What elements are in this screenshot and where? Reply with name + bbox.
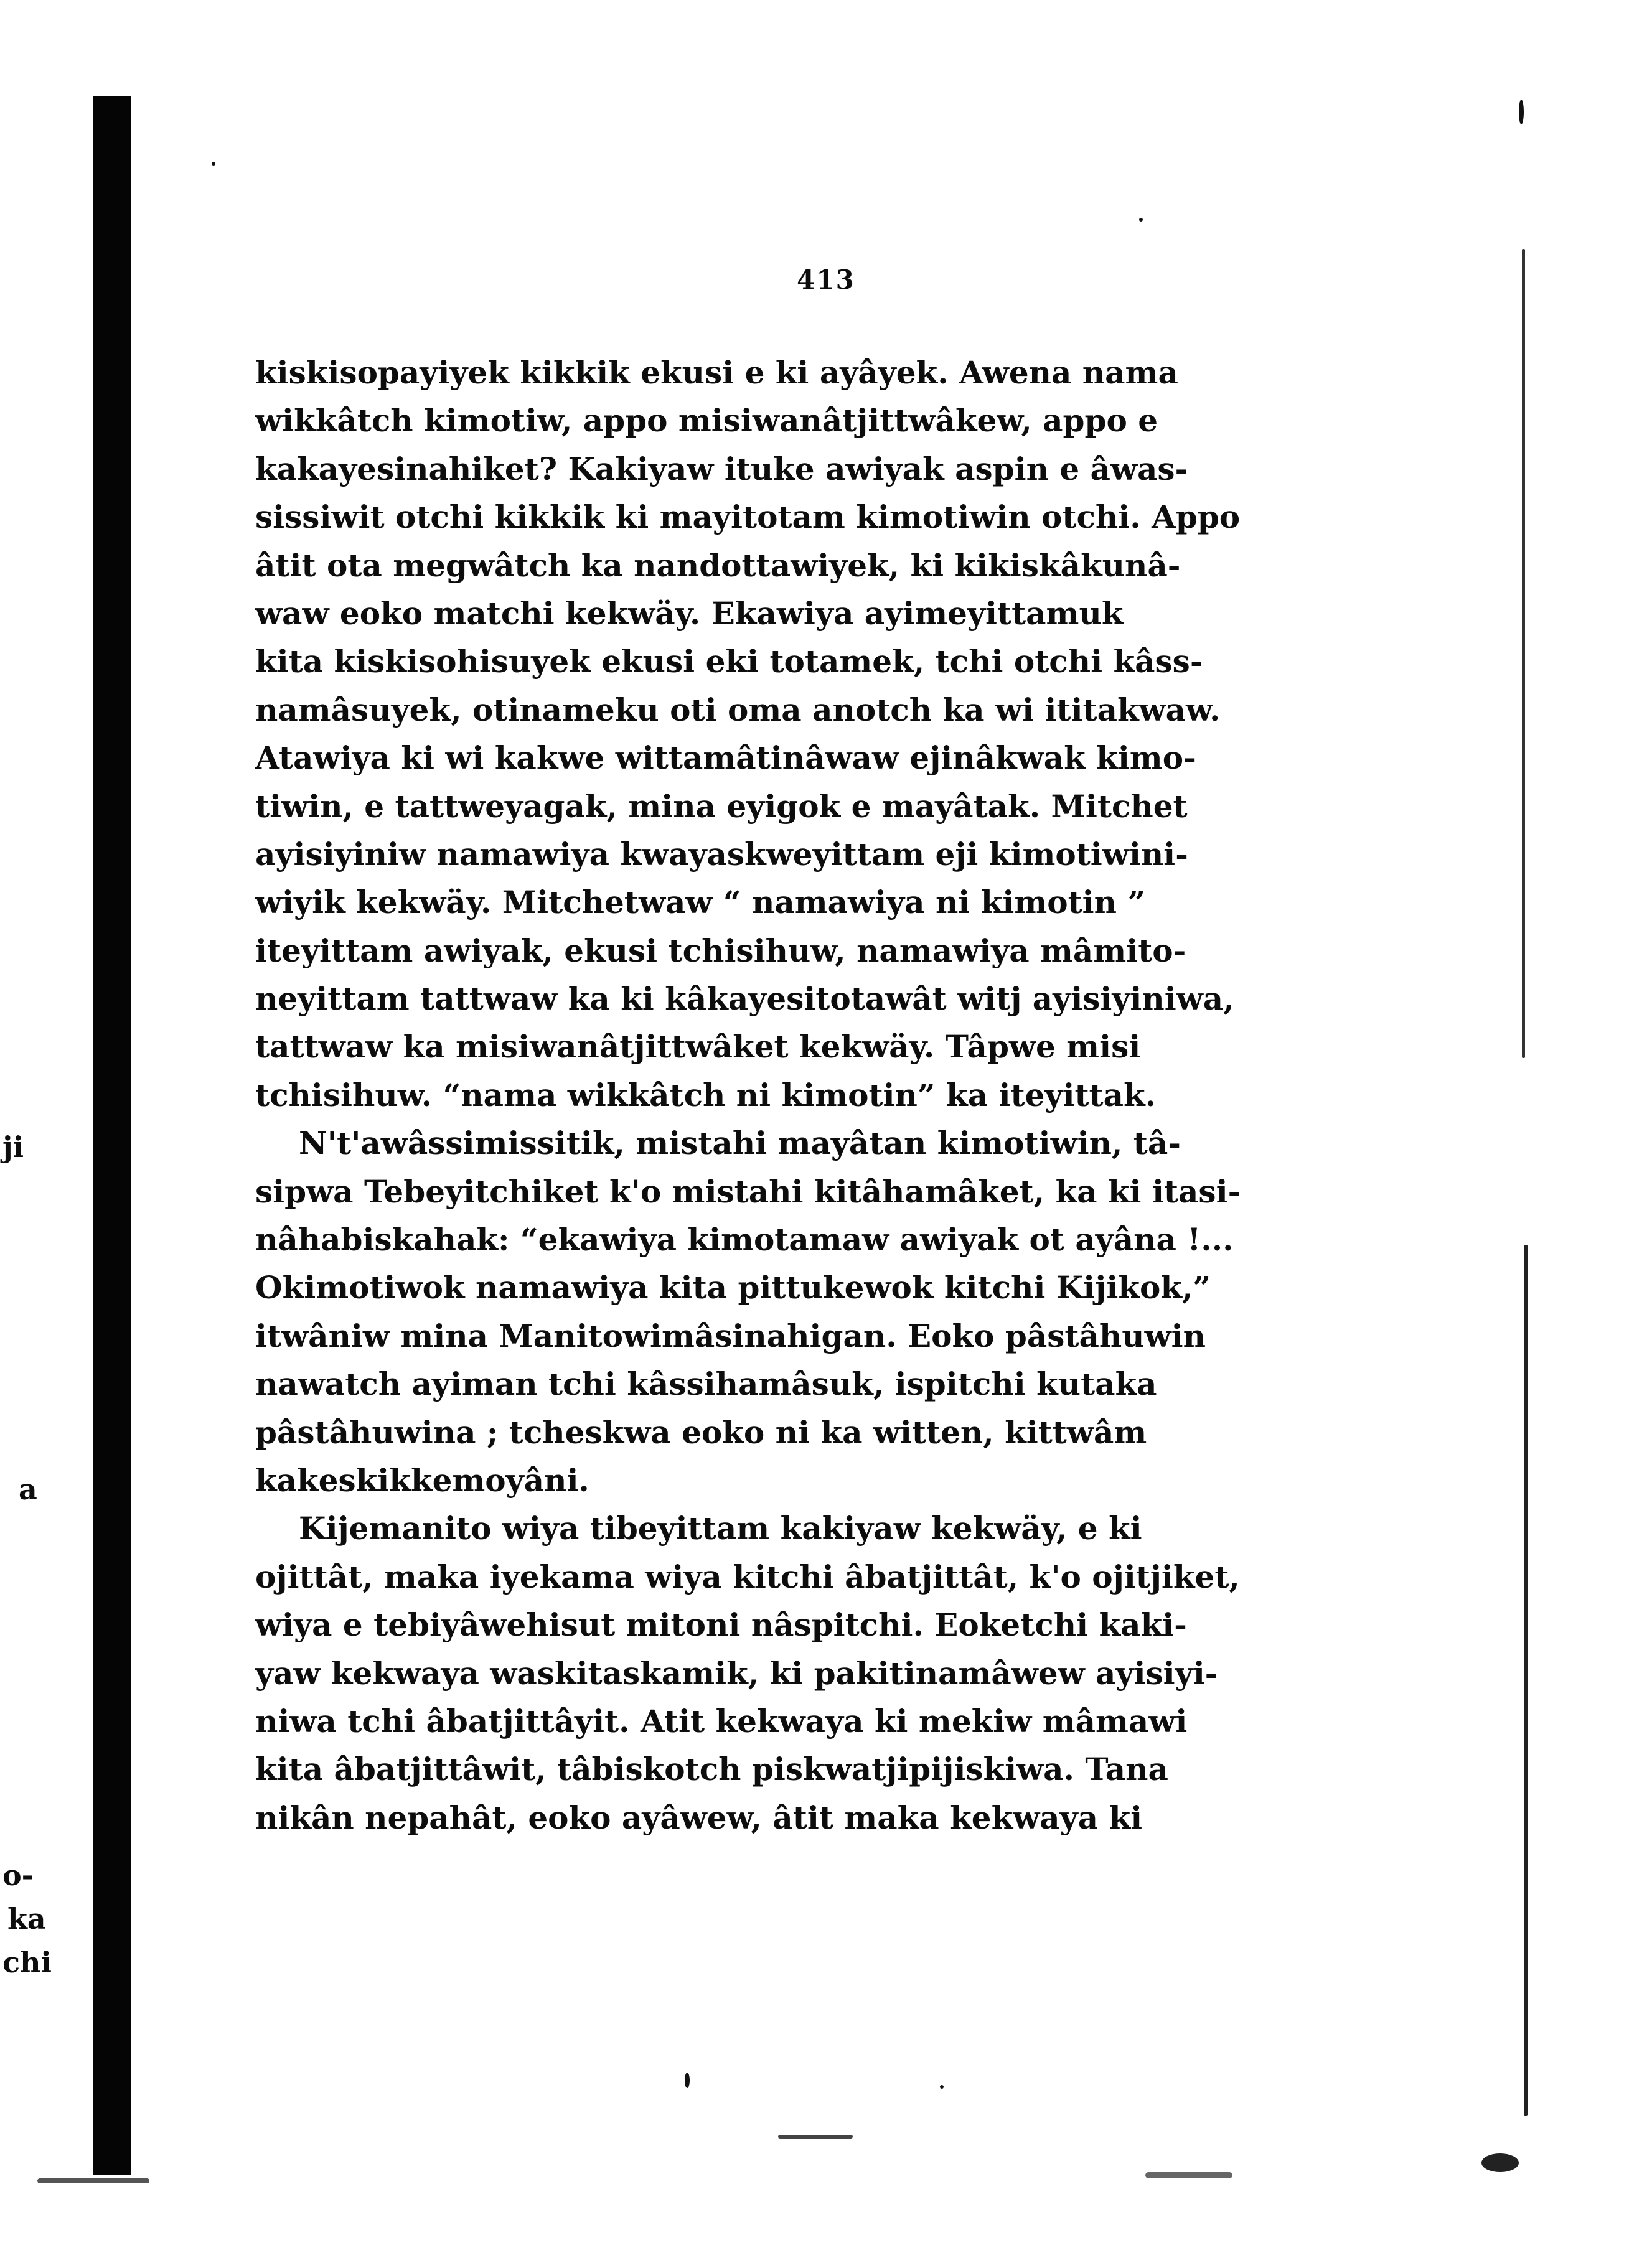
text-line: niwa tchi âbatjittâyit. Atit kekwaya ki mekiw mâmawi [255,1702,1188,1740]
text-line: iteyittam awiyak, ekusi tchisihuw, namawiya mâmito- [255,932,1186,969]
text-line: ojittât, maka iyekama wiya kitchi âbatjittât, k'o ojitjiket, [255,1558,1240,1595]
text-line: sipwa Tebeyitchiket k'o mistahi kitâhamâket, ka ki itasi- [255,1173,1241,1210]
text-line: nâhabiskahak: “ekawiya kimotamaw awiyak ot ayâna !... [255,1221,1234,1258]
text-line: nikân nepahât, eoko ayâwew, âtit maka kekwaya ki [255,1799,1143,1836]
text-line: Kijemanito wiya tibeyittam kakiyaw kekwäy, e ki [299,1510,1142,1547]
margin-fragment: o- [2,1858,34,1892]
text-line: sissiwit otchi kikkik ki mayitotam kimotiwin otchi. Appo [255,499,1241,536]
text-line: wikkâtch kimotiw, appo misiwanâtjittwâkew, appo e [255,402,1158,439]
margin-fragment: ji [2,1130,24,1164]
text-line: neyittam tattwaw ka ki kâkayesitotawât witj ayisiyiniwa, [255,980,1234,1018]
text-line: kakeskikkemoyâni. [255,1461,589,1499]
text-line: nawatch ayiman tchi kâssihamâsuk, ispitchi kutaka [255,1366,1157,1403]
margin-fragment: ka [7,1902,46,1936]
body-text [255,349,1369,1842]
text-line: tiwin, e tattweyagak, mina eyigok e mayâtak. Mitchet [255,787,1188,825]
margin-fragment: chi [2,1946,52,1979]
text-line: wiyik kekwäy. Mitchetwaw “ namawiya ni kimotin ” [255,884,1146,921]
margin-fragment: a [19,1473,37,1506]
text-line: tattwaw ka misiwanâtjittwâket kekwäy. Tâpwe misi [255,1028,1141,1066]
text-line: kita kiskisohisuyek ekusi eki totamek, tchi otchi kâss- [255,643,1203,680]
text-line: wiya e tebiyâwehisut mitoni nâspitchi. Eoketchi kaki- [255,1606,1187,1644]
text-line: N't'awâssimissitik, mistahi mayâtan kimotiwin, tâ- [299,1125,1181,1162]
text-line: yaw kekwaya waskitaskamik, ki pakitinamâwew ayisiyi- [255,1654,1218,1692]
binding-shadow [93,96,131,2175]
text-line: Atawiya ki wi kakwe wittamâtinâwaw ejinâkwak kimo- [255,739,1196,777]
text-line: Okimotiwok namawiya kita pittukewok kitchi Kijikok,” [255,1269,1211,1306]
page-number: 413 [797,265,855,295]
text-line: itwâniw mina Manitowimâsinahigan. Eoko pâstâhuwin [255,1317,1206,1354]
text-line: kita âbatjittâwit, tâbiskotch piskwatjipijiskiwa. Tana [255,1751,1168,1788]
text-line: tchisihuw. “nama wikkâtch ni kimotin” ka iteyittak. [255,1076,1157,1113]
text-line: namâsuyek, otinameku oti oma anotch ka wi ititakwaw. [255,691,1221,728]
text-line: âtit ota megwâtch ka nandottawiyek, ki kikiskâkunâ- [255,546,1181,584]
text-line: ayisiyiniw namawiya kwayaskweyittam eji kimotiwini- [255,835,1188,873]
text-line: waw eoko matchi kekwäy. Ekawiya ayimeyittamuk [255,594,1124,632]
text-line: kiskisopayiyek kikkik ekusi e ki ayâyek. Awena nama [255,354,1178,391]
text-line: kakayesinahiket? Kakiyaw ituke awiyak aspin e âwas- [255,450,1188,487]
text-line: pâstâhuwina ; tcheskwa eoko ni ka witten, kittwâm [255,1413,1147,1451]
